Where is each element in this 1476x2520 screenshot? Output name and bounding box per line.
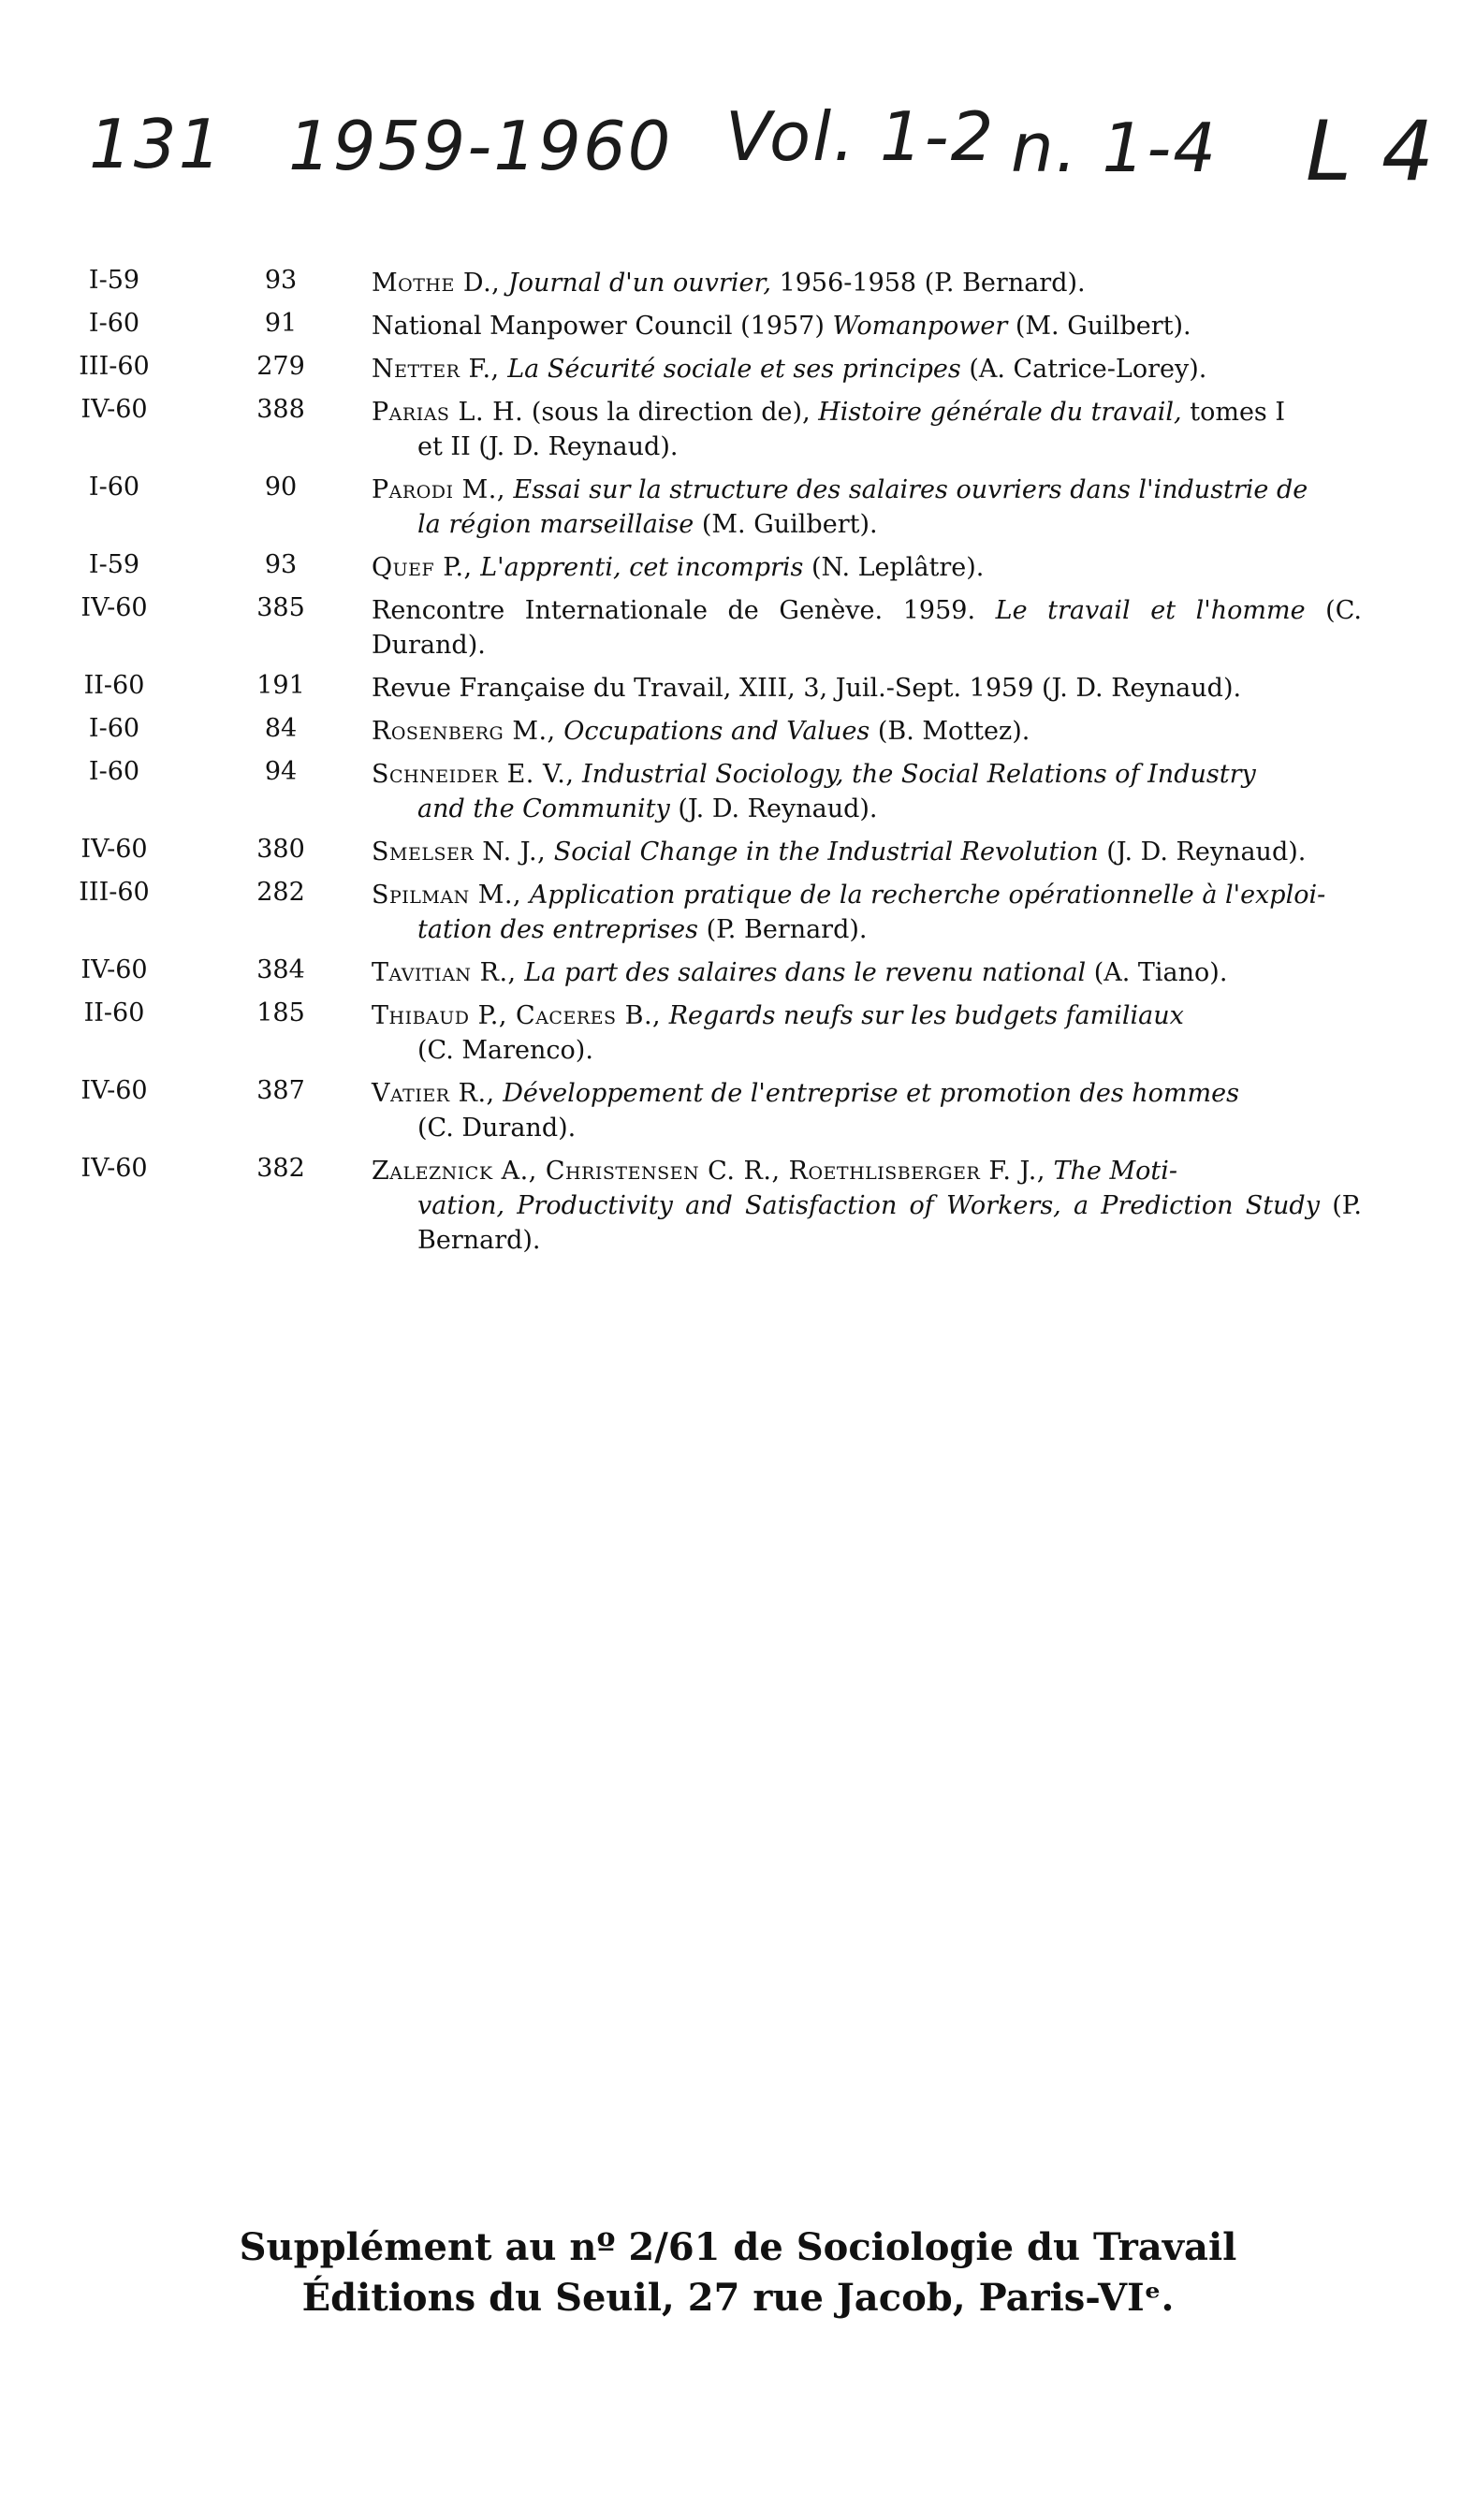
entry-text <box>372 757 1362 826</box>
entry-reviewer: (M. Guilbert). <box>701 510 878 539</box>
entry-prefix: Rencontre Internationale de Genève. 1959. <box>372 596 976 625</box>
entry-title-continued: la région marseillaise <box>417 510 694 539</box>
entry-title-continued: and the Community <box>417 794 670 823</box>
bibliography-entry <box>0 955 1476 990</box>
entry-title: Le travail et l'homme <box>995 596 1306 625</box>
entry-author: Vatier R., <box>372 1079 495 1108</box>
entry-continuation <box>372 792 1362 826</box>
entry-author: Zaleznick A., Christensen C. R., Roethlisberger F. J., <box>372 1157 1045 1186</box>
issue-number: IV-60 <box>80 1076 148 1105</box>
entry-continuation <box>372 430 1362 464</box>
entry-text <box>372 714 1362 749</box>
page-number: 279 <box>256 352 305 381</box>
bibliography-entry <box>0 550 1476 585</box>
bibliography-entry <box>0 266 1476 300</box>
entry-text <box>372 309 1362 343</box>
entry-author: Rosenberg M., <box>372 717 556 746</box>
bibliography-list <box>0 266 1476 1258</box>
page-number: 185 <box>256 998 305 1027</box>
entry-text <box>372 998 1362 1068</box>
bibliography-entry <box>0 1154 1476 1258</box>
page-number: 93 <box>264 266 298 295</box>
issue-number: I-60 <box>88 473 140 502</box>
handwritten-numbers: n. 1-4 <box>1011 109 1219 187</box>
page-number: 384 <box>256 955 305 984</box>
entry-text <box>372 1076 1362 1145</box>
issue-number: III-60 <box>79 878 150 907</box>
entry-title: Social Change in the Industrial Revolution <box>553 838 1099 867</box>
entry-text <box>372 395 1362 464</box>
entry-author: Tavitian R., <box>372 958 517 987</box>
entry-reviewer: (J. D. Reynaud). <box>678 794 878 823</box>
entry-text <box>372 1154 1362 1258</box>
bibliography-entry <box>0 309 1476 343</box>
handwritten-code: 131 <box>89 105 224 183</box>
handwritten-shelf: L 4 <box>1306 103 1436 199</box>
bibliography-entry <box>0 998 1476 1068</box>
entry-rest: (B. Mottez). <box>877 717 1030 746</box>
entry-reviewer: (C. Marenco). <box>417 1036 593 1065</box>
issue-number: I-60 <box>88 309 140 338</box>
footer-line-1: Supplément au nº 2/61 de Sociologie du Travail <box>239 2225 1237 2269</box>
bibliography-entry <box>0 1076 1476 1145</box>
entry-title: Développement de l'entreprise et promotion des hommes <box>503 1079 1239 1108</box>
page-number: 385 <box>256 593 305 622</box>
bibliography-entry <box>0 671 1476 706</box>
entry-title-continued: vation, Productivity and Satisfaction of Workers, a Prediction Study <box>417 1191 1320 1220</box>
bibliography-entry <box>0 352 1476 386</box>
entry-title: Journal d'un ouvrier, <box>507 269 771 298</box>
entry-author: Schneider E. V., <box>372 760 575 789</box>
bibliography-entry <box>0 593 1476 663</box>
entry-prefix: Revue Française du Travail, XIII, 3, Juil.-Sept. 1959 (J. D. Reynaud). <box>372 674 1242 703</box>
entry-text <box>372 593 1362 663</box>
entry-rest: (A. Catrice-Lorey). <box>969 355 1207 384</box>
issue-number: II-60 <box>83 998 145 1027</box>
issue-number: I-59 <box>88 550 140 579</box>
entry-title: Occupations and Values <box>563 717 870 746</box>
bibliography-entry <box>0 473 1476 542</box>
issue-number: IV-60 <box>80 593 148 622</box>
entry-author: Thibaud P., Caceres B., <box>372 1001 662 1030</box>
entry-title: La part des salaires dans le revenu national <box>524 958 1087 987</box>
page-footer <box>0 2222 1476 2323</box>
page-number: 93 <box>264 550 298 579</box>
entry-author: Mothe D., <box>372 269 501 298</box>
entry-reviewer: (P. Bernard). <box>417 1191 1362 1255</box>
entry-reviewer: et II (J. D. Reynaud). <box>417 432 679 461</box>
footer-line-2: Éditions du Seuil, 27 rue Jacob, Paris-VIᵉ. <box>301 2276 1175 2320</box>
bibliography-entry <box>0 395 1476 464</box>
issue-number: III-60 <box>79 352 150 381</box>
entry-prefix: (sous la direction de), <box>531 398 811 427</box>
entry-author: Spilman M., <box>372 881 522 910</box>
issue-number: I-60 <box>88 714 140 743</box>
entry-title: Histoire générale du travail, <box>818 398 1182 427</box>
page-number: 282 <box>256 878 305 907</box>
page-number: 388 <box>256 395 305 424</box>
issue-number: II-60 <box>83 671 145 700</box>
entry-continuation <box>372 1033 1362 1068</box>
entry-rest: tomes I <box>1190 398 1286 427</box>
entry-text <box>372 835 1362 869</box>
handwritten-volume: Vol. 1-2 <box>725 97 996 176</box>
entry-text <box>372 352 1362 386</box>
entry-reviewer: (P. Bernard). <box>706 915 868 944</box>
issue-number: IV-60 <box>80 1154 148 1183</box>
entry-continuation <box>372 507 1362 542</box>
entry-rest: (M. Guilbert). <box>1015 312 1191 341</box>
entry-rest: (C. Durand). <box>372 596 1362 660</box>
page-number: 380 <box>256 835 305 864</box>
entry-rest: (A. Tiano). <box>1093 958 1228 987</box>
entry-text <box>372 473 1362 542</box>
entry-title: Essai sur la structure des salaires ouvriers dans l'industrie de <box>513 475 1308 504</box>
entry-author: Quef P., <box>372 553 473 582</box>
entry-continuation <box>372 1111 1362 1145</box>
entry-title: Industrial Sociology, the Social Relations of Industry <box>582 760 1256 789</box>
page-number: 90 <box>264 473 298 502</box>
page-number: 91 <box>264 309 298 338</box>
entry-rest: (N. Leplâtre). <box>811 553 985 582</box>
page-number: 191 <box>256 671 305 700</box>
entry-text <box>372 878 1362 947</box>
page-number: 382 <box>256 1154 305 1183</box>
bibliography-entry <box>0 757 1476 826</box>
issue-number: IV-60 <box>80 835 148 864</box>
issue-number: IV-60 <box>80 395 148 424</box>
handwritten-years: 1959-1960 <box>288 107 673 185</box>
entry-title-continued: tation des entreprises <box>417 915 698 944</box>
page-number: 387 <box>256 1076 305 1105</box>
entry-text <box>372 671 1362 706</box>
page-number: 84 <box>264 714 298 743</box>
entry-reviewer: (C. Durand). <box>417 1114 577 1143</box>
entry-title: La Sécurité sociale et ses principes <box>507 355 961 384</box>
entry-title: Regards neufs sur les budgets familiaux <box>668 1001 1184 1030</box>
issue-number: I-59 <box>88 266 140 295</box>
entry-continuation <box>372 1188 1362 1258</box>
entry-title: The Moti- <box>1053 1157 1177 1186</box>
entry-author: Netter F., <box>372 355 500 384</box>
bibliography-entry <box>0 714 1476 749</box>
entry-title: Application pratique de la recherche opérationnelle à l'exploi- <box>529 881 1326 910</box>
entry-text <box>372 266 1362 300</box>
entry-text <box>372 550 1362 585</box>
entry-continuation <box>372 912 1362 947</box>
page-number: 94 <box>264 757 298 786</box>
bibliography-entry <box>0 878 1476 947</box>
issue-number: I-60 <box>88 757 140 786</box>
entry-title: Womanpower <box>832 312 1008 341</box>
issue-number: IV-60 <box>80 955 148 984</box>
entry-rest: (J. D. Reynaud). <box>1106 838 1307 867</box>
entry-author: Smelser N. J., <box>372 838 547 867</box>
entry-title: L'apprenti, cet incompris <box>480 553 804 582</box>
entry-author: Parodi M., <box>372 475 505 504</box>
bibliography-entry <box>0 835 1476 869</box>
entry-author: Parias L. H. <box>372 398 524 427</box>
entry-prefix: National Manpower Council (1957) <box>372 312 825 341</box>
entry-rest: 1956-1958 (P. Bernard). <box>779 269 1086 298</box>
entry-text <box>372 955 1362 990</box>
